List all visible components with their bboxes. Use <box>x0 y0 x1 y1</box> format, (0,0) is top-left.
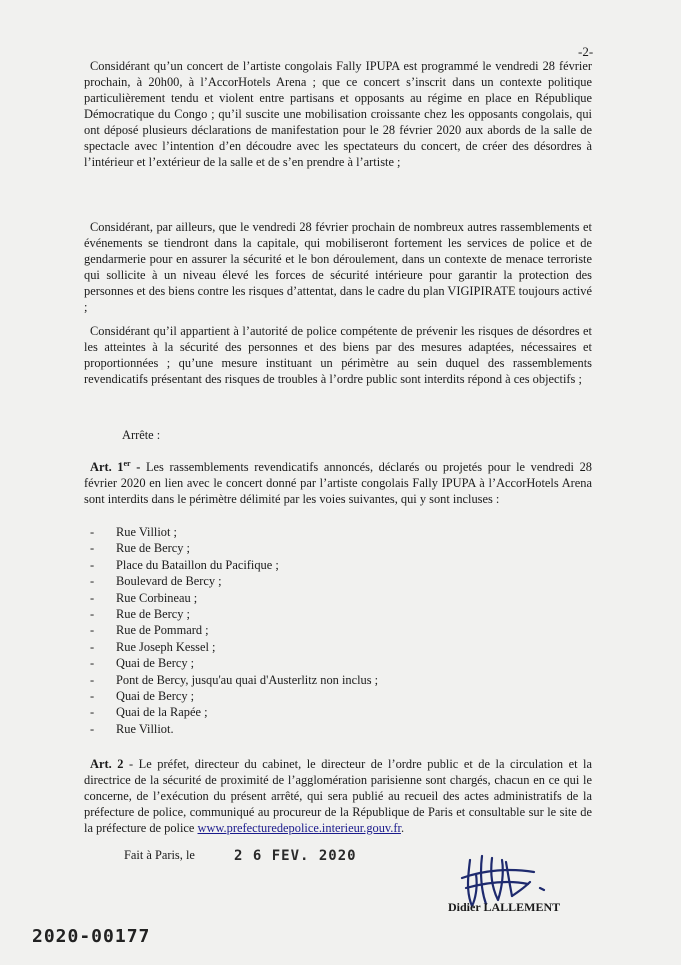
list-item: - Place du Bataillon du Pacifique ; <box>90 557 279 572</box>
street-list <box>90 524 378 737</box>
page-number: -2- <box>578 44 594 59</box>
reference-number: 2020-00177 <box>32 926 151 947</box>
signer-name: Didier LALLEMENT <box>448 900 561 914</box>
list-item: - Rue de Bercy ; <box>90 541 190 556</box>
prefecture-website-link[interactable]: www.prefecturedepolice.interieur.gouv.fr <box>197 821 401 835</box>
list-item: - Rue Corbineau ; <box>90 590 198 605</box>
list-item: - Boulevard de Bercy ; <box>90 574 222 589</box>
place-of-signature: Fait à Paris, le <box>124 848 195 862</box>
list-item: - Quai de Bercy ; <box>90 689 195 704</box>
list-item: - Rue Joseph Kessel ; <box>90 639 216 654</box>
considerant-paragraph-1: Considérant qu’un concert de l’artiste congolais Fally IPUPA est programmé le vendredi 28 février prochain, à 20h00, à l’AccorHotels Arena ; que ce concert s’inscrit dans un contexte politique particulièrement tendu et violent entre partisans et opposants au régime en place en République Démocratique du Congo ; qu’il suscite une mobilisation croissante chez les opposants congolais, qui ont déposé plusieurs déclarations de manifestation pour le 28 février 2020 aux abords de la salle de spectacle avec l’intention d’en découdre avec les spectateurs du concert, de créer des désordres à l’intérieur et l’extérieur de la salle et de s’en prendre à l’artiste ; <box>84 59 592 169</box>
article-1 <box>84 459 592 507</box>
list-item: - Rue de Pommard ; <box>90 623 209 638</box>
list-item: - Rue de Bercy ; <box>90 607 190 622</box>
considerant-paragraph-2: Considérant, par ailleurs, que le vendredi 28 février prochain de nombreux autres rassemblements et événements se tiendront dans la capitale, qui mobiliseront fortement les services de police et de gendarmerie pour en assurer la sécurité et le bon déroulement, dans un contexte de menace terroriste qui sollicite à un niveau élevé les forces de sécurité intérieure pour garantir la protection des personnes et des biens contre les risques d’attentat, dans le cadre du plan VIGIPIRATE toujours activé ; <box>84 220 592 314</box>
list-item: - Rue Villiot. <box>90 721 174 736</box>
article-1-text: Les rassemblements revendicatifs annoncés, déclarés ou projetés pour le vendredi 28 février 2020 en lien avec le concert donné par l’artiste congolais Fally IPUPA à l’AccorHotels Arena sont interdits dans le périmètre délimité par les voies suivantes, qui y sont incluses : <box>84 460 592 506</box>
article-2-text: - Le préfet, directeur du cabinet, le directeur de l’ordre public et de la circulation et la directrice de la sécurité de proximité de l’agglomération parisienne sont chargés, chacun en ce qui le concerne, de l’exécution du présent arrêté, qui sera publié au recueil des actes administratifs de la préfecture de police, communiqué au procureur de la République de Paris et consultable sur le site de la préfecture de police <box>84 757 593 835</box>
date-stamp: 2 6 FEV. 2020 <box>234 848 357 864</box>
list-item: - Quai de la Rapée ; <box>90 705 208 720</box>
article-2: Art. 2 - Le préfet, directeur du cabinet, le directeur de l’ordre public et de la circulation et la directrice de la sécurité de proximité de l’agglomération parisienne sont chargés, chacun en ce qui le concerne, de l’exécution du présent arrêté, qui sera publié au recueil des actes administratifs de la préfecture de police, communiqué au procureur de la République de Paris et consultable sur le site de la préfecture de police www.prefecturedepolice.interieur.gouv.fr. <box>84 757 593 835</box>
article-2-label: Art. 2 <box>90 757 124 771</box>
arrete-heading: Arrête : <box>122 428 161 442</box>
list-item: - Rue Villiot ; <box>90 525 177 539</box>
list-item: - Quai de Bercy ; <box>90 656 195 671</box>
list-item: - Pont de Bercy, jusqu'au quai d'Austerlitz non inclus ; <box>90 672 379 687</box>
considerant-paragraph-3: Considérant qu’il appartient à l’autorité de police compétente de prévenir les risques de désordres et les atteintes à la sécurité des personnes et des biens par des mesures adaptées, nécessaires et proportionnées ; qu’une mesure instituant un périmètre au sein duquel des rassemblements revendicatifs présentant des risques de troubles à l’ordre public sont interdits répond à ces objectifs ; <box>84 324 592 386</box>
article-1-label: Art. 1er - <box>90 459 141 474</box>
